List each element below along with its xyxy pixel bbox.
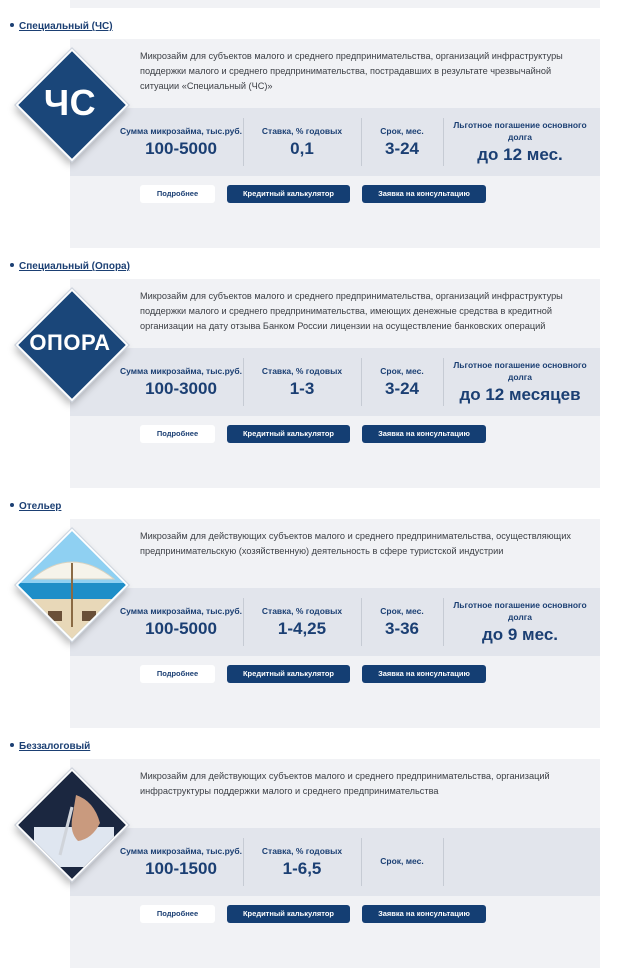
stat-value: 100-3000: [145, 379, 217, 398]
stat-label: Срок, мес.: [380, 366, 424, 376]
bullet-icon: [10, 503, 14, 507]
stat-value: 1-3: [289, 379, 315, 398]
stat-amount: [120, 588, 242, 656]
calculator-button[interactable]: Кредитный калькулятор: [227, 425, 350, 443]
product-title-text[interactable]: Беззалоговый: [19, 741, 91, 752]
consultation-button[interactable]: Заявка на консультацию: [362, 425, 486, 443]
stat-value: 0,1: [290, 139, 314, 158]
product-section-hotelier: [0, 488, 640, 728]
product-description: Микрозайм для субъектов малого и среднего предпринимательства, организаций инфраструктуры поддержки малого и среднего предпринимательства, имеющих денежные средства в кредитной организации на дату отзыва Банком России лицензии на осуществление банковских операций: [140, 291, 563, 331]
product-title-link[interactable]: [10, 261, 130, 272]
product-section-unsecured: [0, 728, 640, 968]
stat-rate: [244, 108, 360, 176]
stat-amount: [120, 348, 242, 416]
consultation-button[interactable]: Заявка на консультацию: [362, 905, 486, 923]
product-title-link[interactable]: [10, 741, 90, 752]
stat-label: Срок, мес.: [380, 606, 424, 616]
stat-value: 3-24: [384, 379, 420, 398]
more-button[interactable]: Подробнее: [140, 665, 215, 683]
stat-label: Сумма микрозайма, тыс.руб.: [120, 126, 242, 136]
stat-amount: [120, 828, 242, 896]
stat-value: до 12 месяцев: [459, 385, 581, 404]
stat-label: Сумма микрозайма, тыс.руб.: [120, 606, 242, 616]
stat-label: Сумма микрозайма, тыс.руб.: [120, 846, 242, 856]
stat-value: 3-36: [384, 619, 420, 638]
stat-value: 100-1500: [145, 859, 217, 878]
previous-card-edge: [70, 0, 600, 8]
stat-label: Ставка, % годовых: [261, 366, 343, 376]
stat-value: 100-5000: [145, 139, 217, 158]
product-description: Микрозайм для субъектов малого и среднего предпринимательства, организаций инфраструктуры поддержки малого и среднего предпринимательства, пострадавших в результате чрезвычайной ситуации «Специальный (ЧС)»: [140, 51, 563, 91]
stat-value: до 9 мес.: [481, 625, 559, 644]
product-title-text[interactable]: Специальный (Опора): [19, 261, 130, 272]
stat-term: [362, 108, 442, 176]
stat-term: [362, 348, 442, 416]
stat-rate: [244, 588, 360, 656]
product-section-opora: [0, 248, 640, 488]
consultation-button[interactable]: Заявка на консультацию: [362, 665, 486, 683]
stat-label: Льготное погашение основного долга: [453, 120, 587, 142]
stat-rate: [244, 828, 360, 896]
stat-amount: [120, 108, 242, 176]
badge-text: ЧС: [43, 82, 97, 123]
product-description: Микрозайм для действующих субъектов малого и среднего предпринимательства, организаций инфраструктуры поддержки малого и среднего предпринимательства: [140, 771, 550, 796]
stat-value: 3-24: [384, 139, 420, 158]
stat-value: до 12 мес.: [477, 145, 563, 164]
stat-label: Срок, мес.: [380, 856, 424, 866]
stat-grace: [444, 108, 596, 176]
consultation-button[interactable]: Заявка на консультацию: [362, 185, 486, 203]
product-title-link[interactable]: [10, 501, 61, 512]
stat-term: [362, 828, 442, 896]
more-button[interactable]: Подробнее: [140, 185, 215, 203]
stat-label: Льготное погашение основного долга: [453, 600, 587, 622]
bullet-icon: [10, 743, 14, 747]
stat-label: Ставка, % годовых: [261, 126, 343, 136]
more-button[interactable]: Подробнее: [140, 425, 215, 443]
stat-value: 100-5000: [145, 619, 217, 638]
product-title-text[interactable]: Специальный (ЧС): [19, 21, 113, 32]
stat-label: Ставка, % годовых: [261, 846, 343, 856]
product-section-chs: [0, 8, 640, 248]
bullet-icon: [10, 23, 14, 27]
stat-rate: [244, 348, 360, 416]
product-title-link[interactable]: [10, 21, 113, 32]
stat-term: [362, 588, 442, 656]
stat-label: Ставка, % годовых: [261, 606, 343, 616]
stat-grace: [444, 588, 596, 656]
stat-label: Льготное погашение основного долга: [453, 360, 587, 382]
calculator-button[interactable]: Кредитный калькулятор: [227, 905, 350, 923]
stat-value: 1-6,5: [282, 859, 322, 878]
stat-grace: [444, 348, 596, 416]
stat-label: Сумма микрозайма, тыс.руб.: [120, 366, 242, 376]
stat-label: Срок, мес.: [380, 126, 424, 136]
product-title-text[interactable]: Отельер: [19, 501, 62, 512]
badge-text: ОПОРА: [29, 330, 111, 355]
bullet-icon: [10, 263, 14, 267]
stat-grace: [444, 828, 596, 896]
calculator-button[interactable]: Кредитный калькулятор: [227, 185, 350, 203]
more-button[interactable]: Подробнее: [140, 905, 215, 923]
calculator-button[interactable]: Кредитный калькулятор: [227, 665, 350, 683]
product-description: Микрозайм для действующих субъектов малого и среднего предпринимательства, осуществляющих предпринимательскую (хозяйственную) деятельность в сфере туристской индустрии: [140, 531, 571, 556]
stat-value: 1-4,25: [277, 619, 327, 638]
